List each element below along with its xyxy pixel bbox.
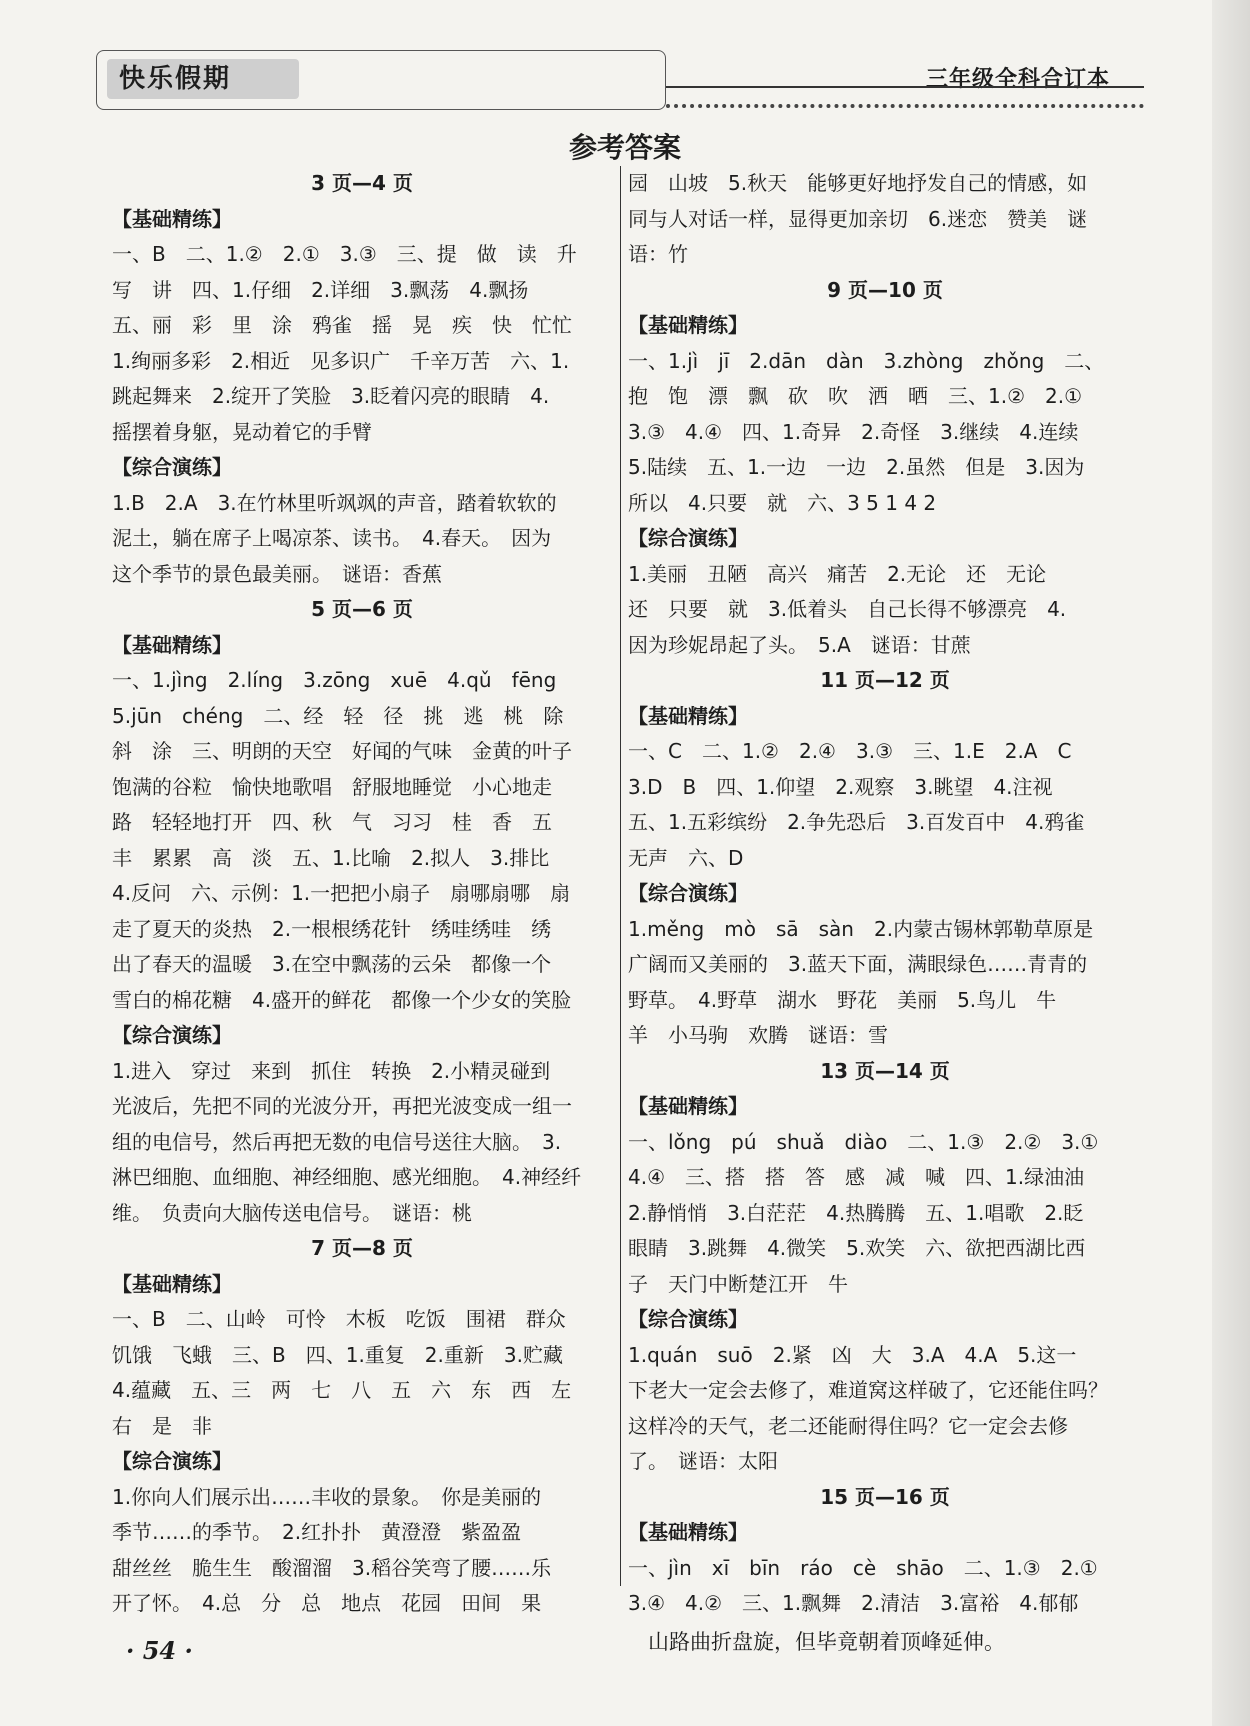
answer-line: 组的电信号，然后再把无数的电信号送往大脑。 3.: [112, 1129, 562, 1154]
answer-line: 斜 涂 三、明朗的天空 好闻的气味 金黄的叶子: [112, 739, 572, 763]
answer-line: 语：竹: [628, 242, 688, 266]
answer-line: 五、1.五彩缤纷 2.争先恐后 3.百发百中 4.鸦雀: [628, 810, 1085, 834]
answer-line: 1.měng mò sā sàn 2.内蒙古锡林郭勒草原是: [628, 916, 1094, 941]
section-heading: 13 页—14 页: [820, 1058, 950, 1083]
brand-title: 快乐假期: [107, 59, 299, 99]
answer-line: 1.绚丽多彩 2.相近 见多识广 千辛万苦 六、1.: [112, 348, 570, 373]
answer-line: 了。 谜语：太阳: [628, 1449, 778, 1473]
answer-line: 羊 小马驹 欢腾 谜语：雪: [628, 1023, 888, 1047]
answer-line: 甜丝丝 脆生生 酸溜溜 3.稻谷笑弯了腰……乐: [112, 1555, 552, 1580]
answer-line: 3.④ 4.② 三、1.飘舞 2.清洁 3.富裕 4.郁郁: [628, 1591, 1079, 1615]
subsection-heading: 【综合演练】: [628, 881, 748, 905]
answer-line: 维。 负责向大脑传送电信号。 谜语：桃: [112, 1200, 472, 1225]
answer-line: 泥土，躺在席子上喝凉茶、读书。 4.春天。 因为: [112, 526, 552, 550]
answer-line: 1.你向人们展示出……丰收的景象。 你是美丽的: [112, 1484, 542, 1509]
subsection-heading: 【基础精练】: [628, 703, 748, 728]
subsection-heading: 【综合演练】: [628, 1307, 748, 1331]
page-edge: [1212, 0, 1250, 1726]
answer-line: 1.quán suō 2.紧 凶 大 3.A 4.A 5.这一: [628, 1342, 1077, 1367]
answer-line: 园 山坡 5.秋天 能够更好地抒发自己的情感，如: [628, 171, 1088, 195]
section-heading: 15 页—16 页: [820, 1484, 950, 1509]
answer-line: 3.③ 4.④ 四、1.奇异 2.奇怪 3.继续 4.连续: [628, 419, 1079, 444]
answer-line: 一、1.jì jī 2.dān dàn 3.zhòng zhǒng 二、: [628, 348, 1105, 373]
section-heading: 9 页—10 页: [827, 277, 943, 302]
answer-line: 还 只要 就 3.低着头 自己长得不够漂亮 4.: [628, 597, 1067, 621]
answer-line: 2.静悄悄 3.白茫茫 4.热腾腾 五、1.唱歌 2.眨: [628, 1200, 1084, 1225]
left-column: [112, 166, 612, 1622]
answer-line: 眼睛 3.跳舞 4.微笑 5.欢笑 六、欲把西湖比西: [628, 1236, 1086, 1260]
subsection-heading: 【综合演练】: [112, 1449, 232, 1473]
answer-line: 广阔而又美丽的 3.蓝天下面，满眼绿色……青青的: [628, 952, 1088, 976]
answer-line: 1.B 2.A 3.在竹林里听飒飒的声音，踏着软软的: [112, 490, 557, 515]
answer-line: 所以 4.只要 就 六、3 5 1 4 2: [628, 490, 937, 515]
answer-line: 因为珍妮昂起了头。 5.A 谜语：甘蔗: [628, 632, 971, 657]
page-title: 参考答案: [568, 131, 681, 164]
answer-line: 写 讲 四、1.仔细 2.详细 3.飘荡 4.飘扬: [112, 277, 529, 302]
page-number: · 54 ·: [126, 1636, 193, 1665]
footer-quote: 山路曲折盘旋，但毕竟朝着顶峰延伸。: [648, 1630, 1005, 1654]
answer-line: 5.陆续 五、1.一边 一边 2.虽然 但是 3.因为: [628, 455, 1085, 479]
answer-line: 野草。 4.野草 湖水 野花 美丽 5.鸟儿 牛: [628, 987, 1057, 1012]
edition-label: 三年级全科合订本: [926, 67, 1111, 92]
answer-line: 走了夏天的炎热 2.一根根绣花针 绣哇绣哇 绣: [112, 916, 552, 941]
answer-line: 1.美丽 丑陋 高兴 痛苦 2.无论 还 无论: [628, 561, 1047, 586]
answer-line: 这个季节的景色最美丽。 谜语：香蕉: [112, 561, 442, 586]
answer-line: 跳起舞来 2.绽开了笑脸 3.眨着闪亮的眼睛 4.: [112, 384, 550, 408]
answer-line: 同与人对话一样，显得更加亲切 6.迷恋 赞美 谜: [628, 206, 1088, 231]
subsection-heading: 【综合演练】: [112, 1023, 232, 1047]
answer-line: 摇摆着身躯，晃动着它的手臂: [112, 419, 372, 444]
answer-line: 饱满的谷粒 愉快地歌唱 舒服地睡觉 小心地走: [112, 774, 552, 799]
answer-line: 季节……的季节。 2.红扑扑 黄澄澄 紫盈盈: [112, 1520, 522, 1544]
answer-line: 一、lǒng pú shuǎ diào 二、1.③ 2.② 3.①: [628, 1129, 1099, 1154]
answer-line: 五、丽 彩 里 涂 鸦雀 摇 晃 疾 快 忙忙: [112, 313, 572, 337]
answer-line: 路 轻轻地打开 四、秋 气 习习 桂 香 五: [112, 810, 552, 834]
answer-line: 无声 六、D: [628, 845, 744, 870]
answer-line: 淋巴细胞、血细胞、神经细胞、感光细胞。 4.神经纤: [112, 1165, 582, 1189]
answer-line: 抱 饱 漂 飘 砍 吹 洒 晒 三、1.② 2.①: [628, 384, 1083, 408]
answer-line: 1.进入 穿过 来到 抓住 转换 2.小精灵碰到: [112, 1058, 551, 1083]
subsection-heading: 【基础精练】: [112, 206, 232, 231]
answer-line: 3.D B 四、1.仰望 2.观察 3.眺望 4.注视: [628, 774, 1053, 799]
answer-line: 4.④ 三、搭 搭 答 感 减 喊 四、1.绿油油: [628, 1165, 1085, 1189]
answer-line: 一、jìn xī bīn ráo cè shāo 二、1.③ 2.①: [628, 1555, 1098, 1580]
subsection-heading: 【基础精练】: [628, 313, 748, 337]
subsection-heading: 【综合演练】: [628, 526, 748, 550]
answer-line: 雪白的棉花糖 4.盛开的鲜花 都像一个少女的笑脸: [112, 987, 572, 1012]
subsection-heading: 【基础精练】: [112, 632, 232, 657]
answer-line: 开了怀。 4.总 分 总 地点 花园 田间 果: [112, 1591, 542, 1615]
answer-line: 出了春天的温暖 3.在空中飘荡的云朵 都像一个: [112, 952, 552, 976]
answer-line: 子 天门中断楚江开 牛: [628, 1271, 848, 1296]
answer-line: 一、B 二、1.② 2.① 3.③ 三、提 做 读 升: [112, 242, 577, 266]
answer-line: 5.jūn chéng 二、经 轻 径 挑 逃 桃 除: [112, 703, 564, 728]
answer-line: 这样冷的天气，老二还能耐得住吗？它一定会去修: [628, 1413, 1068, 1438]
answer-line: 4.反问 六、示例：1.一把把小扇子 扇哪扇哪 扇: [112, 881, 571, 905]
subsection-heading: 【基础精练】: [628, 1094, 748, 1118]
section-heading: 5 页—6 页: [311, 597, 413, 621]
section-heading: 7 页—8 页: [311, 1236, 413, 1260]
answer-line: 右 是 非: [112, 1413, 212, 1438]
column-divider: [620, 166, 621, 1586]
header-rule: [666, 86, 1144, 88]
section-heading: 3 页—4 页: [311, 171, 413, 195]
answer-line: 丰 累累 高 淡 五、1.比喻 2.拟人 3.排比: [112, 845, 550, 870]
answer-line: 光波后，先把不同的光波分开，再把光波变成一组一: [112, 1094, 572, 1118]
answer-line: 一、B 二、山岭 可怜 木板 吃饭 围裙 群众: [112, 1307, 566, 1331]
answer-line: 一、C 二、1.② 2.④ 3.③ 三、1.E 2.A C: [628, 739, 1072, 763]
right-column: [628, 166, 1142, 1622]
answer-line: 4.蕴藏 五、三 两 七 八 五 六 东 西 左: [112, 1378, 572, 1402]
subsection-heading: 【综合演练】: [112, 455, 232, 479]
section-heading: 11 页—12 页: [820, 668, 950, 692]
subsection-heading: 【基础精练】: [628, 1520, 748, 1544]
answer-line: 下老大一定会去修了，难道窝这样破了，它还能住吗？: [628, 1378, 1108, 1402]
brand-banner: [96, 50, 666, 110]
subsection-heading: 【基础精练】: [112, 1271, 232, 1296]
answer-line: 一、1.jìng 2.líng 3.zōng xuē 4.qǔ fēng: [112, 668, 557, 692]
answer-line: 饥饿 飞蛾 三、B 四、1.重复 2.重新 3.贮藏: [112, 1342, 563, 1367]
header-dotted-rule: [666, 104, 1144, 108]
